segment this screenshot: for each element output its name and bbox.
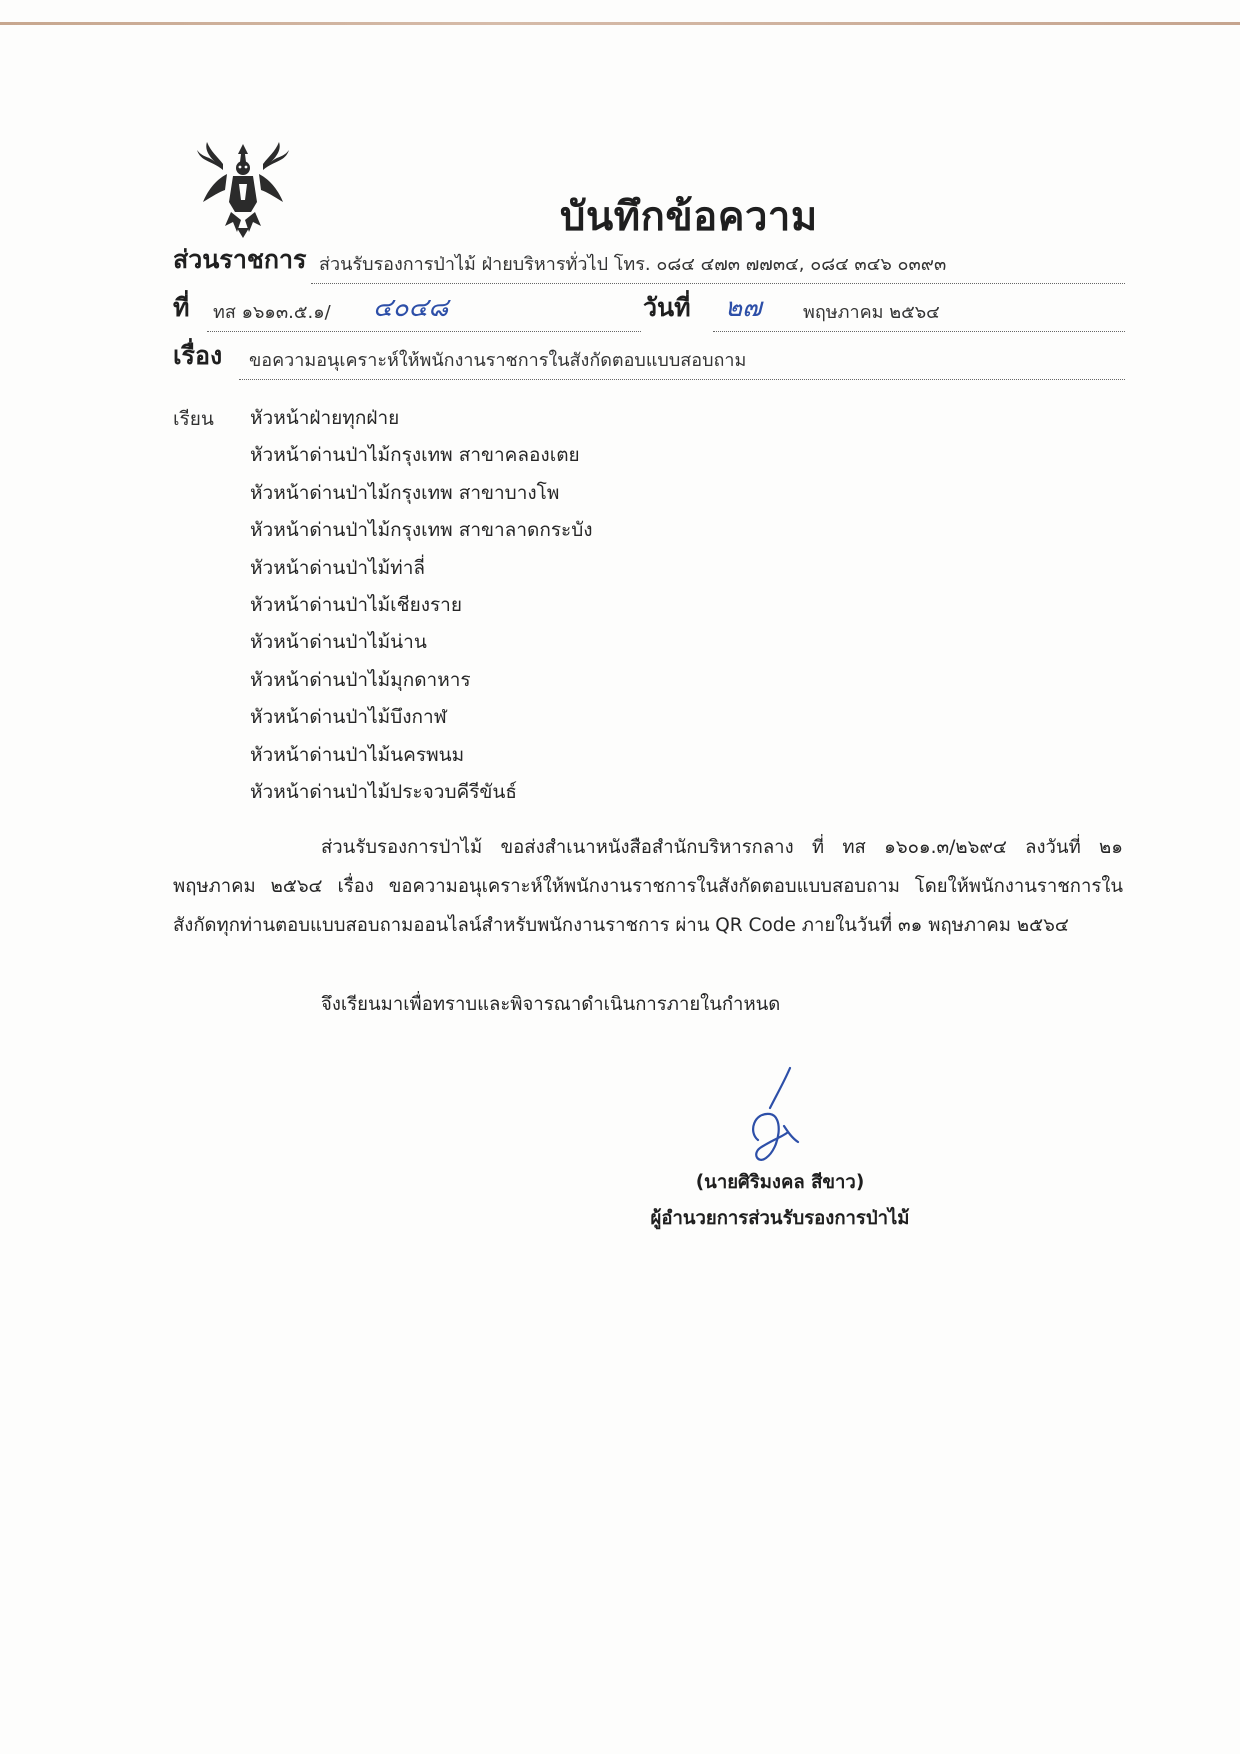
body-paragraph: ส่วนรับรองการป่าไม้ ขอส่งสำเนาหนังสือสำนักบริหารกลาง ที่ ทส ๑๖๐๑.๓/๒๖๙๔ ลงวันที่ ๒๑ พฤษภาคม ๒๕๖๔ เรื่อง ขอความอนุเคราะห์ให้พนักงานราชการในสังกัดตอบแบบสอบถาม โดยให้พนักงานราชการในสังกัดทุกท่านตอบแบบสอบถามออนไลน์สำหรับพนักงานราชการ ผ่าน QR Code ภายในวันที่ ๓๑ พฤษภาคม ๒๕๖๔	[173, 837, 1123, 936]
subject-label: เรื่อง	[173, 341, 223, 370]
memo-title: บันทึกข้อความ	[560, 194, 818, 240]
signature-mark	[718, 1062, 838, 1182]
reference-dotted-line	[207, 331, 641, 332]
recipient-list	[250, 400, 593, 811]
recipient-item: หัวหน้าด่านป่าไม้ท่าลี่	[250, 556, 426, 579]
subject-row	[173, 342, 1125, 382]
recipient-item: หัวหน้าด่านป่าไม้บึงกาฬ	[250, 706, 447, 729]
recipient-item: หัวหน้าด่านป่าไม้นครพนม	[250, 743, 465, 766]
page-top-edge	[0, 22, 1240, 25]
recipient-item: หัวหน้าด่านป่าไม้น่าน	[250, 631, 427, 654]
reference-label: ที่	[173, 293, 190, 322]
date-label: วันที่	[643, 293, 691, 322]
recipient-item: หัวหน้าด่านป่าไม้ประจวบคีรีขันธ์	[250, 780, 518, 803]
signatory-title: ผู้อำนวยการส่วนรับรองการป่าไม้	[650, 1208, 910, 1229]
reference-number-handwritten: ๔๐๔๘	[373, 293, 449, 323]
recipient-item: หัวหน้าฝ่ายทุกฝ่าย	[250, 407, 400, 429]
agency-row	[173, 246, 1125, 286]
recipient-item: หัวหน้าด่านป่าไม้เชียงราย	[250, 593, 462, 616]
garuda-emblem-icon	[193, 140, 293, 240]
subject-dotted-line	[239, 379, 1125, 380]
reference-prefix: ทส ๑๖๑๓.๕.๑/	[213, 302, 331, 323]
date-day-handwritten: ๒๗	[725, 293, 762, 323]
agency-dotted-line	[311, 283, 1125, 284]
recipient-item: หัวหน้าด่านป่าไม้กรุงเทพ สาขาคลองเตย	[250, 444, 580, 467]
subject-text: ขอความอนุเคราะห์ให้พนักงานราชการในสังกัดตอบแบบสอบถาม	[249, 350, 747, 371]
salutation-label: เรียน	[173, 408, 214, 430]
recipient-item: หัวหน้าด่านป่าไม้กรุงเทพ สาขาลาดกระบัง	[250, 519, 593, 542]
recipient-item: หัวหน้าด่านป่าไม้กรุงเทพ สาขาบางโพ	[250, 481, 560, 504]
date-month-year: พฤษภาคม ๒๕๖๔	[803, 302, 940, 323]
date-dotted-line	[713, 331, 1125, 332]
reference-row	[173, 294, 1125, 334]
agency-label: ส่วนราชการ	[173, 245, 307, 274]
signatory-name: (นายศิริมงคล สีขาว)	[695, 1172, 865, 1193]
closing-sentence: จึงเรียนมาเพื่อทราบและพิจารณาดำเนินการภายในกำหนด	[321, 994, 781, 1015]
recipient-item: หัวหน้าด่านป่าไม้มุกดาหาร	[250, 668, 471, 691]
agency-text: ส่วนรับรองการป่าไม้ ฝ่ายบริหารทั่วไป โทร. ๐๘๔ ๔๗๓ ๗๗๓๔, ๐๘๔ ๓๔๖ ๐๓๙๓	[319, 254, 947, 275]
